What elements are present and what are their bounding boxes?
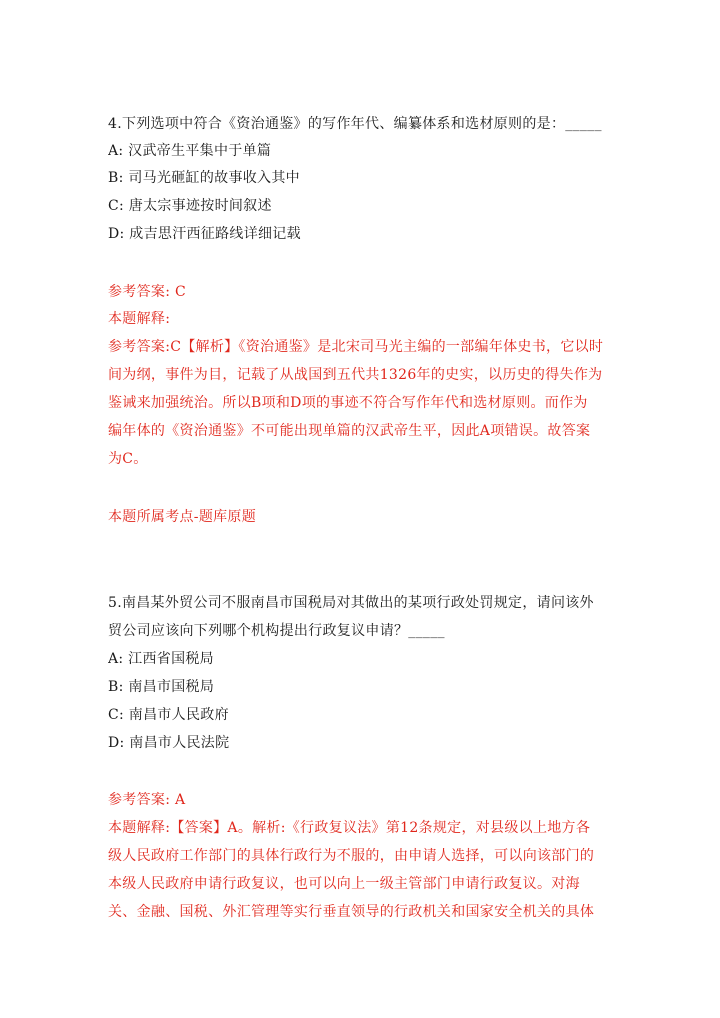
question-4-option-b: B: 司马光砸缸的故事收入其中 [108, 170, 300, 186]
question-4-explanation-line: 参考答案:C【解析】《资治通鉴》是北宋司马光主编的一部编年体史书，它以时 [108, 339, 604, 355]
question-4-text: 4.下列选项中符合《资治通鉴》的写作年代、编纂体系和选材原则的是：_____ [108, 116, 602, 132]
question-5-explanation-line: 关、金融、国税、外汇管理等实行垂直领导的行政机关和国家安全机关的具体 [108, 904, 595, 920]
question-4-option-a: A: 汉武帝生平集中于单篇 [108, 143, 272, 159]
question-5-explanation-line: 本题解释:【答案】A。解析:《行政复议法》第12条规定，对县级以上地方各 [108, 820, 591, 836]
question-5-explanation-line: 级人民政府工作部门的具体行政行为不服的，由申请人选择，可以向该部门的 [108, 848, 595, 864]
question-4-explanation-line: 间为纲，事件为目，记载了从战国到五代共1326年的史实，以历史的得失作为 [108, 367, 603, 383]
question-4-answer: 参考答案: C [108, 284, 186, 300]
question-4-explanation-label: 本题解释: [108, 311, 171, 327]
question-5-option-c: C: 南昌市人民政府 [108, 707, 229, 723]
question-5-answer: 参考答案: A [108, 792, 186, 808]
question-4-explanation-line: 为C。 [108, 451, 148, 467]
question-5-text-line: 贸公司应该向下列哪个机构提出行政复议申请？_____ [108, 623, 445, 639]
question-5-option-a: A: 江西省国税局 [108, 651, 214, 667]
question-5-option-d: D: 南昌市人民法院 [108, 735, 230, 751]
question-5-option-b: B: 南昌市国税局 [108, 679, 215, 695]
question-4-category: 本题所属考点-题库原题 [108, 509, 257, 525]
question-4-option-c: C: 唐太宗事迹按时间叙述 [108, 198, 272, 214]
question-5-text-line: 5.南昌某外贸公司不服南昌市国税局对其做出的某项行政处罚规定，请问该外 [108, 595, 594, 611]
question-5-explanation-line: 本级人民政府申请行政复议，也可以向上一级主管部门申请行政复议。对海 [108, 876, 580, 892]
question-4-explanation-line: 编年体的《资治通鉴》不可能出现单篇的汉武帝生平，因此A项错误。故答案 [108, 423, 591, 439]
question-4-explanation-line: 鉴诫来加强统治。所以B项和D项的事迹不符合写作年代和选材原则。而作为 [108, 395, 588, 411]
question-4-option-d: D: 成吉思汗西征路线详细记载 [108, 226, 301, 242]
